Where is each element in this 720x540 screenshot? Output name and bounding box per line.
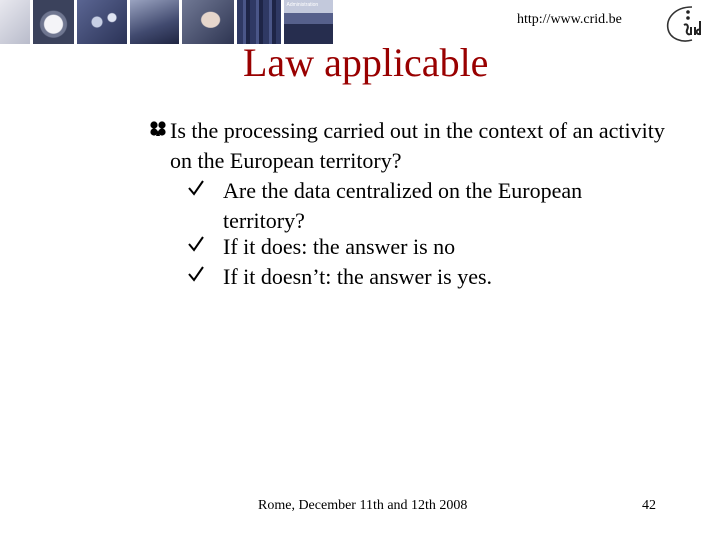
banner-image-books xyxy=(130,0,180,44)
sub-bullet-text: If it does: the answer is no xyxy=(223,234,456,259)
checkmark-icon xyxy=(186,262,206,286)
diamond-bullet-icon xyxy=(148,118,168,142)
checkmark-icon xyxy=(186,176,206,200)
banner-image-building xyxy=(284,0,333,44)
header-banner xyxy=(0,0,333,44)
crid-logo-icon xyxy=(662,3,708,45)
footer-text: Rome, December 11th and 12th 2008 xyxy=(258,498,468,513)
page-number: 42 xyxy=(642,498,656,513)
banner-image-molecules xyxy=(77,0,127,44)
checkmark-icon xyxy=(186,232,206,256)
header-url: http://www.crid.be xyxy=(517,12,622,27)
sub-bullet-text: If it doesn’t: the answer is yes. xyxy=(223,264,493,289)
banner-image-shelves xyxy=(237,0,282,44)
banner-image-clock xyxy=(33,0,75,44)
slide-title: Law applicable xyxy=(243,40,489,85)
banner-image-seal xyxy=(0,0,30,44)
banner-image-person xyxy=(182,0,234,44)
main-bullet-text: Is the processing carried out in the context of an activity on the European territory? xyxy=(170,118,665,173)
banner-caption: Administration xyxy=(286,2,319,8)
sub-bullet-text: Are the data centralized on the European territory? xyxy=(223,178,583,233)
